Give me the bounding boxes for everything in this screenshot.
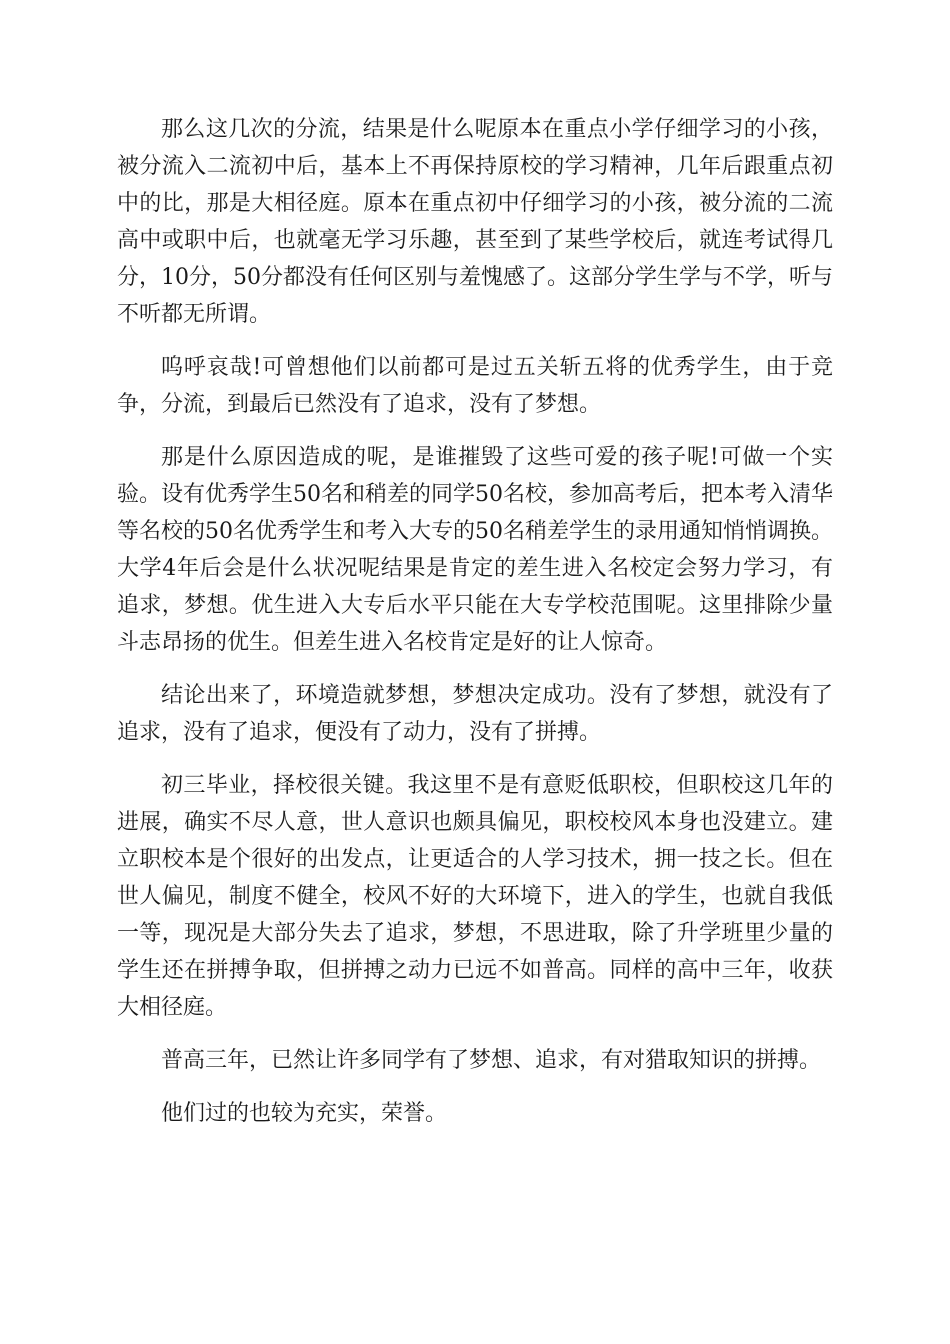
- paragraph-3: 那是什么原因造成的呢，是谁摧毁了这些可爱的孩子呢!可做一个实验。设有优秀学生50名和稍差的同学50名校，参加高考后，把本考入清华等名校的50名优秀学生和考入大专的50名稍差学生的录用通知悄悄调换。大学4年后会是什么状况呢结果是肯定的差生进入名校定会努力学习，有追求，梦想。优生进入大专后水平只能在大专学校范围呢。这里排除少量斗志昂扬的优生。但差生进入名校肯定是好的让人惊奇。: [117, 445, 833, 655]
- document-body: [117, 111, 833, 1148]
- paragraph-6: 普高三年，已然让许多同学有了梦想、追求，有对猎取知识的拼搏。: [161, 1048, 822, 1073]
- paragraph-7: 他们过的也较为充实，荣誉。: [161, 1101, 448, 1126]
- paragraph-4: 结论出来了，环境造就梦想，梦想决定成功。没有了梦想，就没有了追求，没有了追求，便没有了动力，没有了拼搏。: [117, 683, 833, 745]
- paragraph-1: 那么这几次的分流，结果是什么呢原本在重点小学仔细学习的小孩，被分流入二流初中后，基本上不再保持原校的学习精神，几年后跟重点初中的比，那是大相径庭。原本在重点初中仔细学习的小孩，被分流的二流高中或职中后，也就毫无学习乐趣，甚至到了某些学校后，就连考试得几分，10分，50分都没有任何区别与羞愧感了。这部分学生学与不学，听与不听都无所谓。: [117, 117, 833, 327]
- paragraph-2: 呜呼哀哉!可曾想他们以前都可是过五关斩五将的优秀学生，由于竞争，分流，到最后已然没有了追求，没有了梦想。: [117, 355, 833, 417]
- paragraph-5: 初三毕业，择校很关键。我这里不是有意贬低职校，但职校这几年的进展，确实不尽人意，世人意识也颇具偏见，职校校风本身也没建立。建立职校本是个很好的出发点，让更适合的人学习技术，拥一技之长。但在世人偏见，制度不健全，校风不好的大环境下，进入的学生，也就自我低一等，现况是大部分失去了追求，梦想，不思进取，除了升学班里少量的学生还在拼搏争取，但拼搏之动力已远不如普高。同样的高中三年，收获大相径庭。: [117, 773, 833, 1020]
